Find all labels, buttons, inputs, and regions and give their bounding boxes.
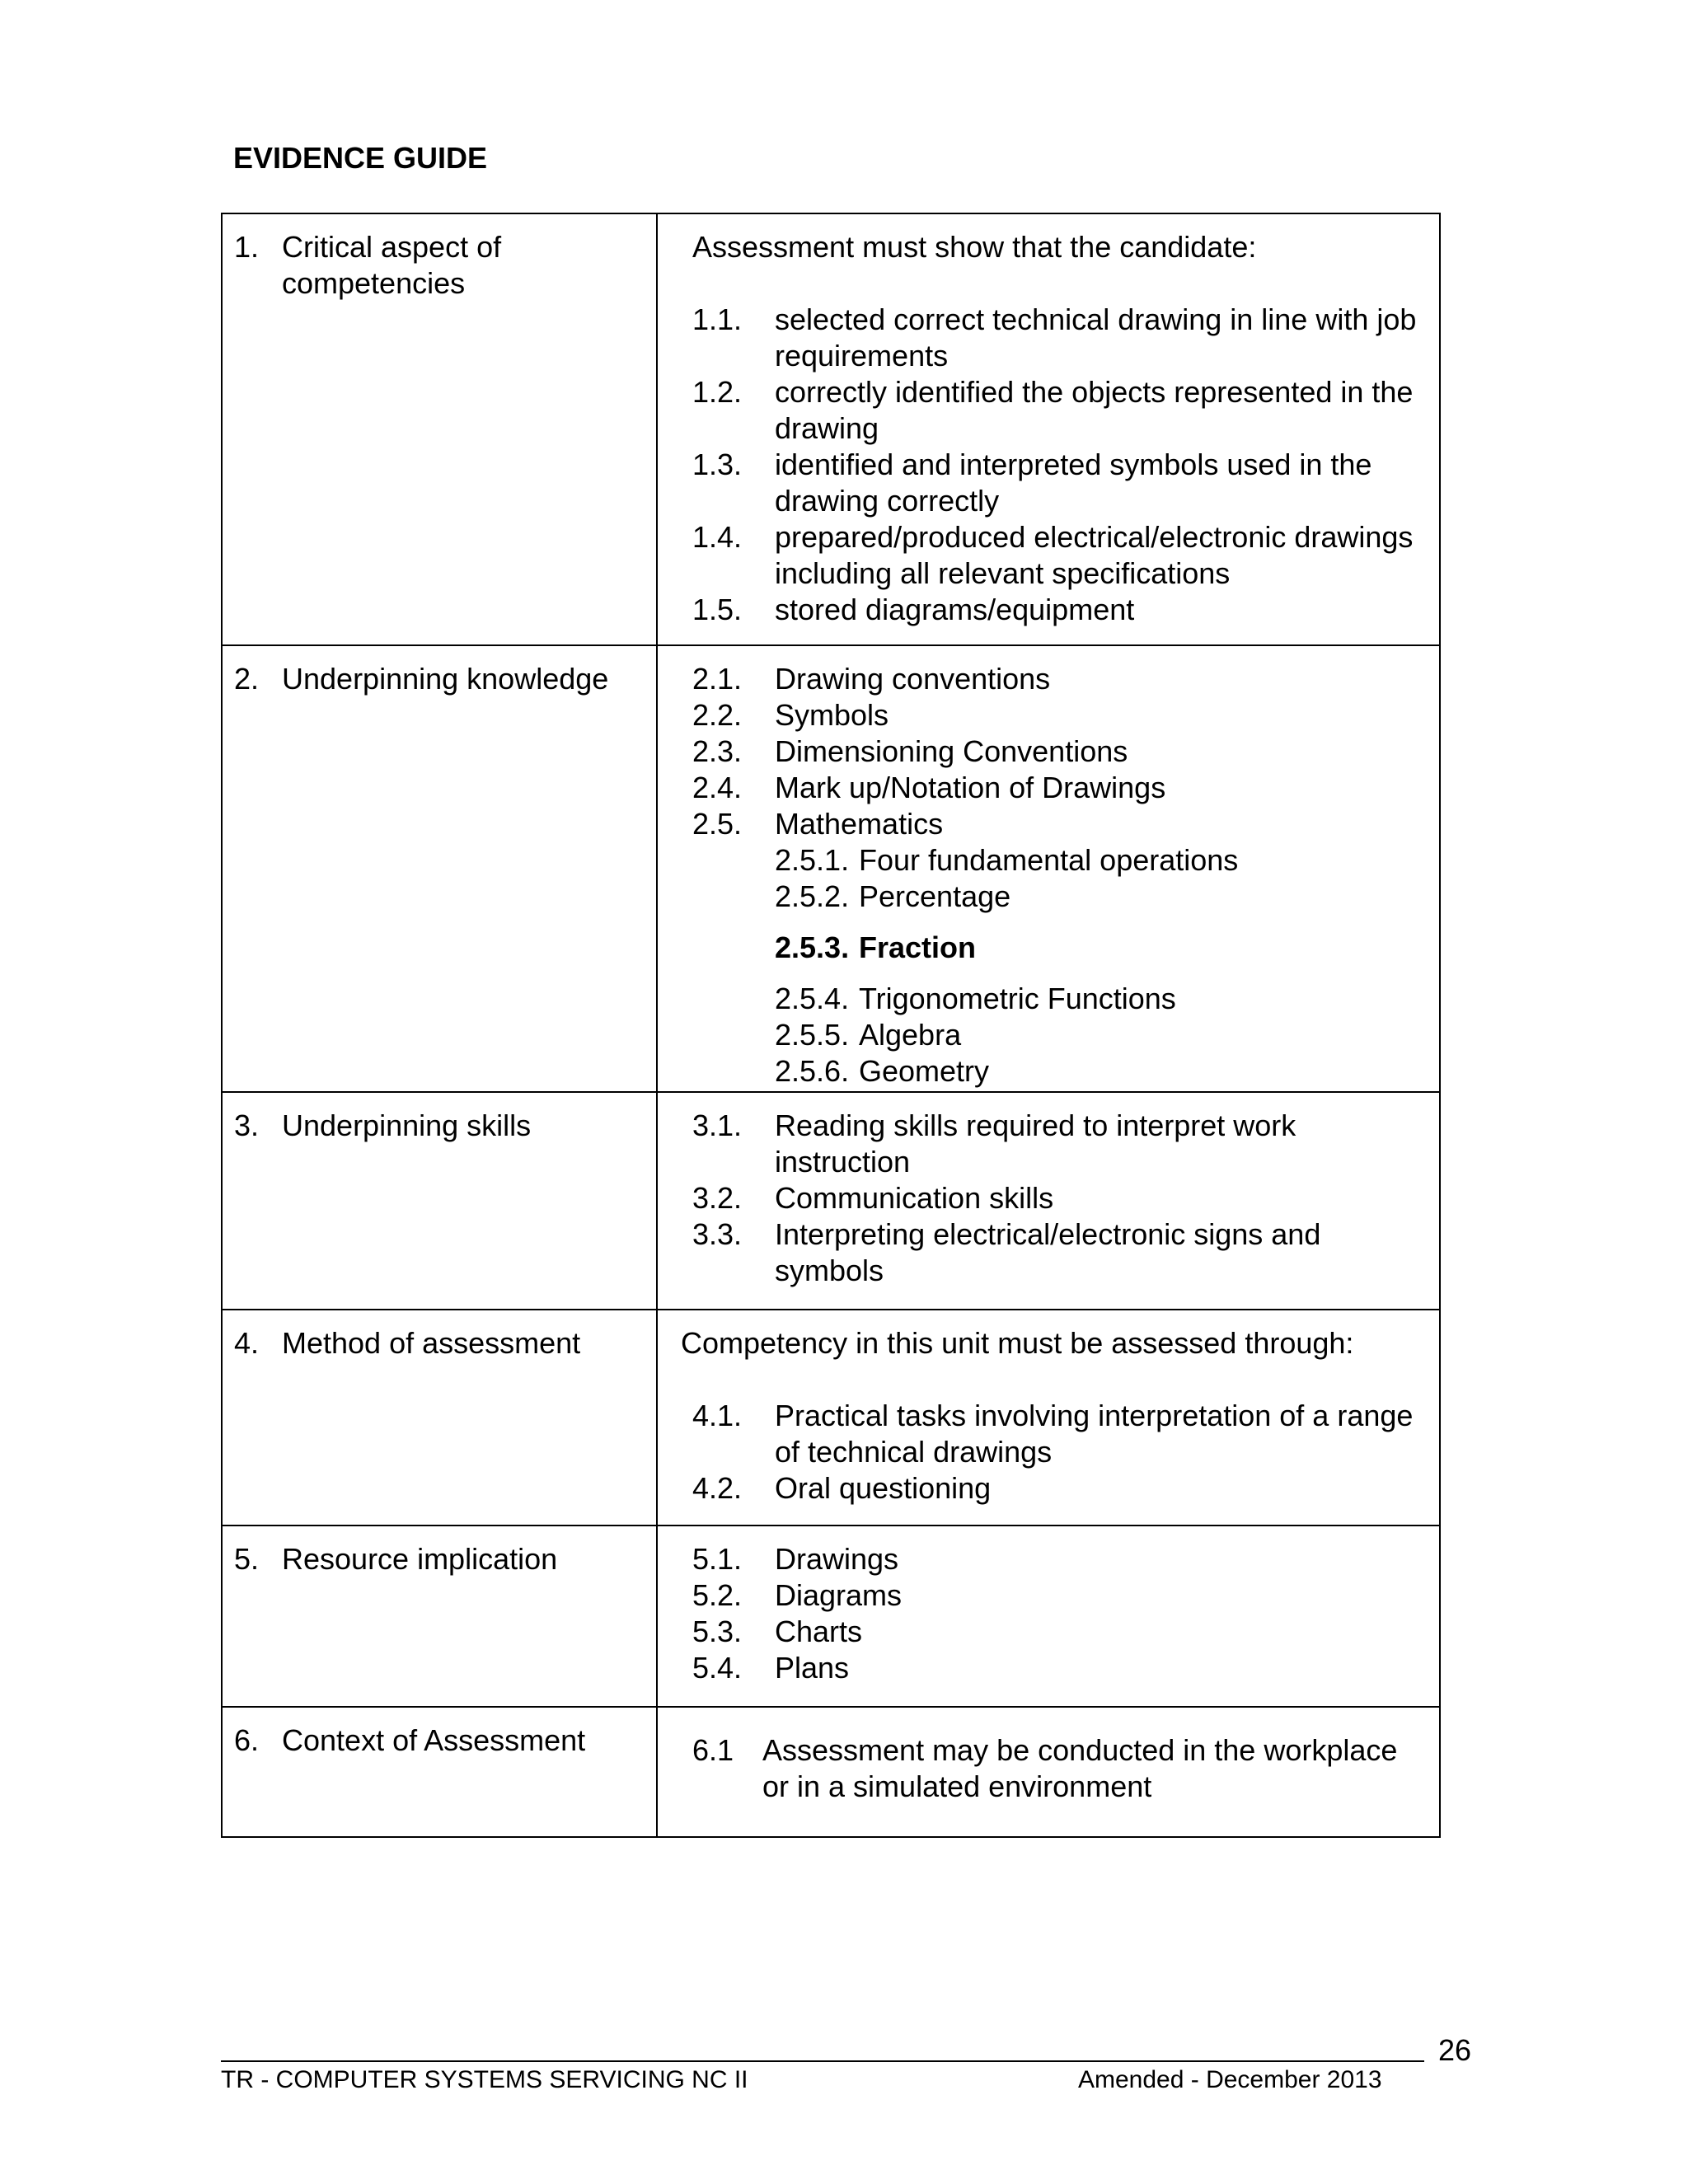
list-item: 6.1 Assessment may be conducted in the workplace or in a simulated environment [692, 1733, 1398, 1803]
page-title: EVIDENCE GUIDE [233, 141, 488, 175]
list-item: 3.3. Interpreting electrical/electronic signs and symbols [692, 1217, 1321, 1287]
row-label: Resource implication [282, 1542, 558, 1576]
table-row [222, 1707, 1440, 1837]
list-item: 4.2. Oral questioning [692, 1471, 992, 1505]
footer-document-title: TR - COMPUTER SYSTEMS SERVICING NC II [221, 2066, 748, 2093]
list-item: 2.2. Symbols [692, 698, 889, 732]
row-label: Context of Assessment [282, 1723, 586, 1757]
list-item: 2.3. Dimensioning Conventions [692, 734, 1128, 768]
table-row [222, 645, 1440, 1092]
table-row [222, 1092, 1440, 1310]
row-number: 2. [234, 662, 260, 696]
row-label: Critical aspect of competencies [282, 230, 502, 300]
list-item: 5.4. Plans [692, 1651, 850, 1685]
list-item: 1.1. selected correct technical drawing in line with job requirements [692, 302, 1417, 373]
row-number: 5. [234, 1542, 260, 1576]
footer-divider [221, 2060, 1424, 2062]
list-item: 1.2. correctly identified the objects represented in the drawing [692, 375, 1414, 445]
list-item: 1.4. prepared/produced electrical/electronic drawings including all relevant specifications [692, 520, 1414, 590]
list-item: 3.1. Reading skills required to interpret work instruction [692, 1108, 1296, 1179]
row-label: Method of assessment [282, 1326, 581, 1360]
row-number: 4. [234, 1326, 260, 1360]
footer-amended-date: Amended - December 2013 [1078, 2066, 1382, 2093]
list-item: 2.5. Mathematics [692, 807, 944, 841]
row-label: Underpinning skills [282, 1108, 532, 1142]
list-item: 5.2. Diagrams [692, 1578, 903, 1612]
sub-list-item: 2.5.5. Algebra [775, 1018, 962, 1052]
list-item: 5.1. Drawings [692, 1542, 899, 1576]
list-item: 1.5. stored diagrams/equipment [692, 593, 1135, 626]
sub-list-item: 2.5.1. Four fundamental operations [775, 843, 1239, 877]
row-number: 3. [234, 1108, 260, 1142]
sub-list-item: 2.5.3. Fraction [775, 930, 977, 964]
row-number: 6. [234, 1723, 260, 1757]
row-label: Underpinning knowledge [282, 662, 609, 696]
list-item: 4.1. Practical tasks involving interpretation of a range of technical drawings [692, 1399, 1414, 1469]
list-item: 2.4. Mark up/Notation of Drawings [692, 771, 1166, 804]
list-item: 5.3. Charts [692, 1615, 863, 1648]
sub-list-item: 2.5.4. Trigonometric Functions [775, 982, 1176, 1015]
sub-list-item: 2.5.6. Geometry [775, 1054, 990, 1088]
table-row [222, 213, 1440, 645]
row-intro: Competency in this unit must be assessed through: [681, 1326, 1354, 1360]
list-item: 1.3. identified and interpreted symbols used in the drawing correctly [692, 448, 1372, 518]
row-intro: Assessment must show that the candidate: [692, 230, 1257, 264]
row-number: 1. [234, 230, 260, 264]
list-item: 2.1. Drawing conventions [692, 662, 1051, 696]
table-row [222, 1526, 1440, 1707]
sub-list-item: 2.5.2. Percentage [775, 879, 1011, 913]
evidence-guide-table [221, 213, 1441, 1838]
table-row [222, 1310, 1440, 1526]
page-number: 26 [1438, 2033, 1472, 2067]
list-item: 3.2. Communication skills [692, 1181, 1054, 1215]
